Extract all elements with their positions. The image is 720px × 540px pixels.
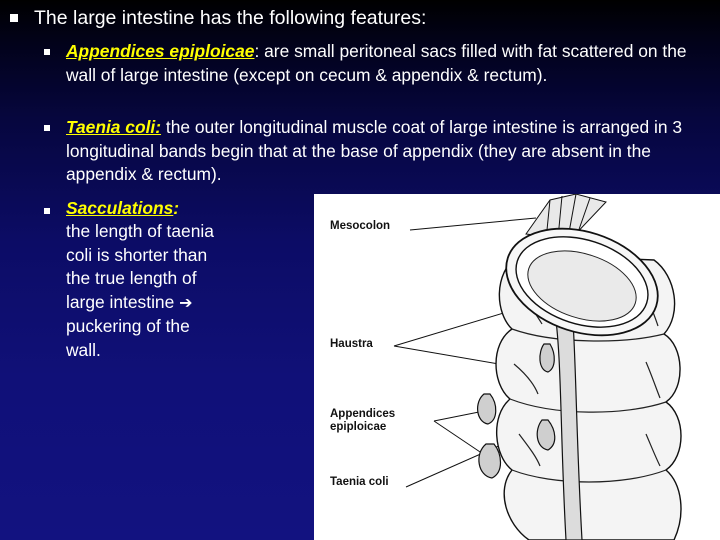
list-item-sacculations-title xyxy=(66,197,179,221)
right-arrow-icon: ➔ xyxy=(179,294,193,312)
label-mesocolon: Mesocolon xyxy=(330,220,391,232)
term-taenia-coli: Taenia coli: xyxy=(66,117,162,137)
term-colon: : xyxy=(254,41,260,61)
main-heading: The large intestine has the following features: xyxy=(34,7,427,29)
label-taenia-coli: Taenia coli xyxy=(330,476,389,488)
list-item-appendices xyxy=(66,40,714,87)
sub-bullet-icon xyxy=(44,208,50,214)
sacculations-text-after: puckering of the wall. xyxy=(66,316,190,360)
sacculations-text-before: the length of taenia coli is shorter than the true length of large intestine xyxy=(66,221,214,312)
bullet-square-icon xyxy=(10,14,18,22)
item-text: are small peritoneal sacs filled with fat scattered on the wall of large intestine (except on cecum & appendix & rectum). xyxy=(66,41,687,85)
list-item-taenia-coli xyxy=(66,116,714,187)
label-appendices-epiploicae: Appendices epiploicae xyxy=(330,408,396,433)
sacculations-text xyxy=(66,220,216,362)
term-appendices-epiploicae: Appendices epiploicae xyxy=(66,41,255,61)
item-text: the outer longitudinal muscle coat of large intestine is arranged in 3 longitudinal bands begin that at the base of appendix (they are absent in the appendix & rectum). xyxy=(66,117,683,184)
term-colon: : xyxy=(173,198,180,218)
label-haustra: Haustra xyxy=(330,338,373,350)
large-intestine-illustration xyxy=(314,194,720,540)
leader-line-mesocolon xyxy=(410,218,536,230)
sub-bullet-icon xyxy=(44,125,50,131)
sub-bullet-icon xyxy=(44,49,50,55)
term-sacculations: Sacculations xyxy=(66,198,174,218)
